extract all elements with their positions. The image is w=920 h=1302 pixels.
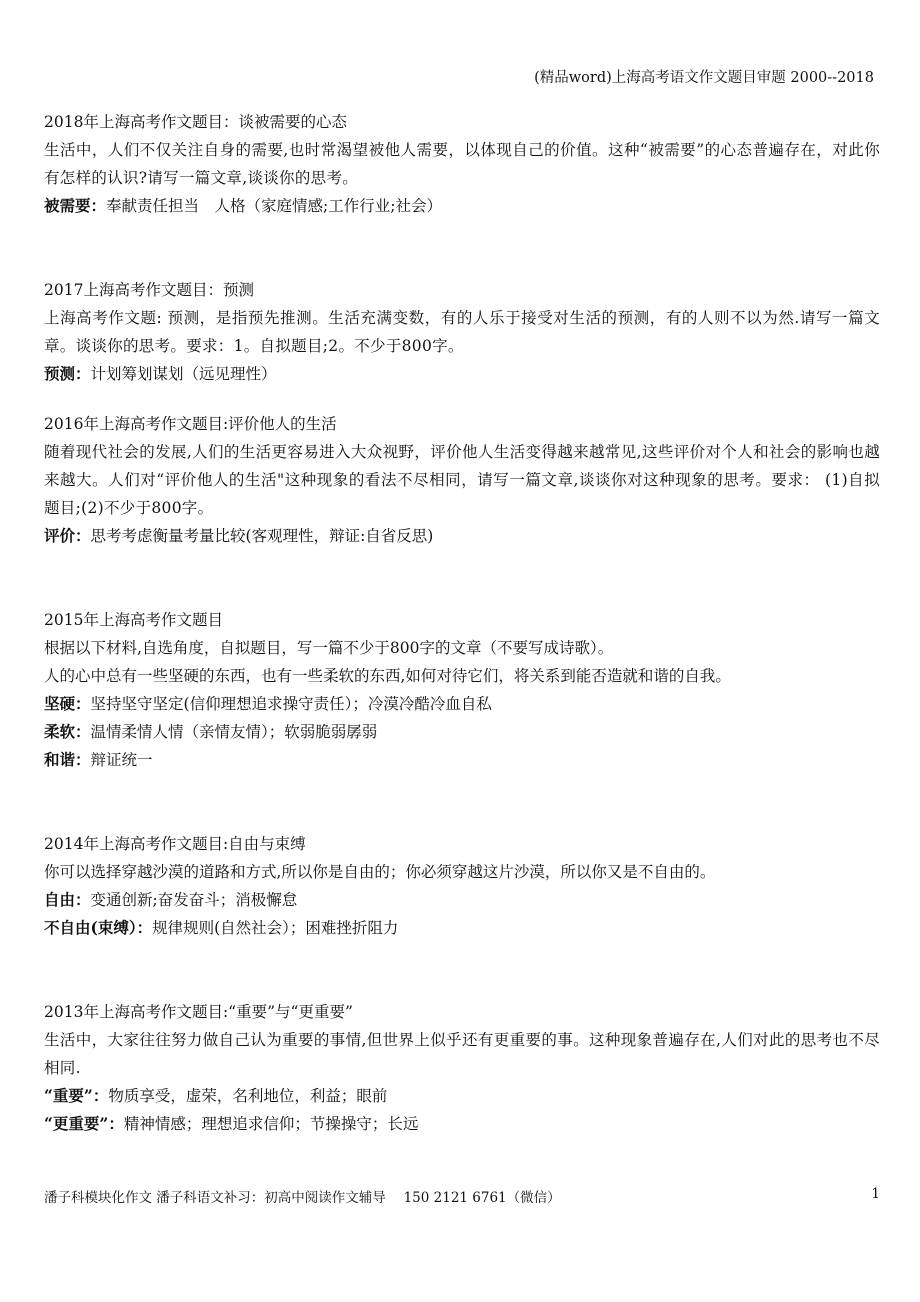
prompt-paragraph: 生活中，人们不仅关注自身的需要,也时常渴望被他人需要，以体现自己的价值。这种“被需要”的心态普遍存在，对此你有怎样的认识?请写一篇文章,谈谈你的思考。 xyxy=(44,141,880,187)
document-content xyxy=(44,108,880,1194)
analysis-note xyxy=(44,746,880,774)
page-number: 1 xyxy=(871,1186,880,1202)
analysis-note xyxy=(44,718,880,746)
section-title: 2013年上海高考作文题目:“重要”与“更重要” xyxy=(44,1003,353,1021)
note-term: 自由： xyxy=(44,890,91,909)
note-text: 辩证统一 xyxy=(90,751,153,769)
section-2016 xyxy=(44,410,880,550)
note-term: “更重要”： xyxy=(44,1114,124,1133)
section-title: 2018年上海高考作文题目：谈被需要的心态 xyxy=(44,113,347,131)
prompt-paragraph: 随着现代社会的发展,人们的生活更容易进入大众视野，评价他人生活变得越来越常见,这些评价对个人和社会的影响也越来越大。人们对“评价他人的生活"这种现象的看法不尽相同，请写一篇文章,谈谈你对这种现象的思考。要求： (1)自拟题目;(2)不少于800字。 xyxy=(44,443,880,517)
prompt-paragraph: 根据以下材料,自选角度，自拟题目，写一篇不少于800字的文章（不要写成诗歌）。 xyxy=(44,639,614,657)
note-term: 不自由(束缚）： xyxy=(44,918,153,937)
note-term: 评价： xyxy=(44,526,91,545)
analysis-note xyxy=(44,690,880,718)
footer-text: 潘子科模块化作文 潘子科语文补习：初高中阅读作文辅导 150 2121 6761（微信） xyxy=(44,1190,561,1206)
prompt-paragraph: 生活中，大家往往努力做自己认为重要的事情,但世界上似乎还有更重要的事。这种现象普遍存在,人们对此的思考也不尽相同. xyxy=(44,1031,880,1077)
analysis-note xyxy=(44,914,880,942)
analysis-note xyxy=(44,360,880,388)
note-text: 精神情感；理想追求信仰；节操操守；长远 xyxy=(123,1115,419,1133)
analysis-note xyxy=(44,522,880,550)
note-text: 规律规则(自然社会）；困难挫折阻力 xyxy=(152,919,399,937)
section-2013 xyxy=(44,998,880,1138)
note-term: “重要”： xyxy=(44,1086,109,1105)
prompt-paragraph: 人的心中总有一些坚硬的东西，也有一些柔软的东西,如何对待它们，将关系到能否造就和谐的自我。 xyxy=(44,667,731,685)
section-title: 2017上海高考作文题目：预测 xyxy=(44,281,254,299)
note-term: 和谐： xyxy=(44,750,91,769)
note-term: 柔软： xyxy=(44,722,91,741)
section-2015 xyxy=(44,606,880,774)
prompt-paragraph: 你可以选择穿越沙漠的道路和方式,所以你是自由的；你必须穿越这片沙漠，所以你又是不自由的。 xyxy=(44,863,716,881)
section-title: 2015年上海高考作文题目 xyxy=(44,611,223,629)
page-header: (精品word)上海高考语文作文题目审题 2000--2018 xyxy=(534,70,874,86)
analysis-note xyxy=(44,886,880,914)
section-2017 xyxy=(44,276,880,388)
section-title: 2014年上海高考作文题目:自由与束缚 xyxy=(44,835,306,853)
note-text: 思考考虑衡量考量比较(客观理性，辩证:自省反思) xyxy=(90,527,434,545)
note-term: 被需要： xyxy=(44,196,107,215)
section-2018 xyxy=(44,108,880,220)
analysis-note xyxy=(44,1110,880,1138)
prompt-paragraph: 上海高考作文题: 预测，是指预先推测。生活充满变数，有的人乐于接受对生活的预测，有的人则不以为然.请写一篇文章。谈谈你的思考。要求：1。自拟题目;2。不少于800字。 xyxy=(44,309,880,355)
analysis-note xyxy=(44,1082,880,1110)
note-text: 物质享受，虚荣，名利地位，利益；眼前 xyxy=(108,1087,388,1105)
section-title: 2016年上海高考作文题目:评价他人的生活 xyxy=(44,415,337,433)
note-text: 温情柔情人情（亲情友情）；软弱脆弱孱弱 xyxy=(90,723,378,741)
note-text: 奉献责任担当 人格（家庭情感;工作行业;社会） xyxy=(106,197,442,215)
note-text: 变通创新;奋发奋斗；消极懈怠 xyxy=(90,891,298,909)
analysis-note xyxy=(44,192,880,220)
note-term: 坚硬： xyxy=(44,694,91,713)
note-text: 坚持坚守坚定(信仰理想追求操守责任）；冷漠冷酷冷血自私 xyxy=(90,695,492,713)
note-term: 预测： xyxy=(44,364,91,383)
section-2014 xyxy=(44,830,880,942)
note-text: 计划筹划谋划（远见理性） xyxy=(90,365,277,383)
page-footer xyxy=(44,1186,880,1206)
